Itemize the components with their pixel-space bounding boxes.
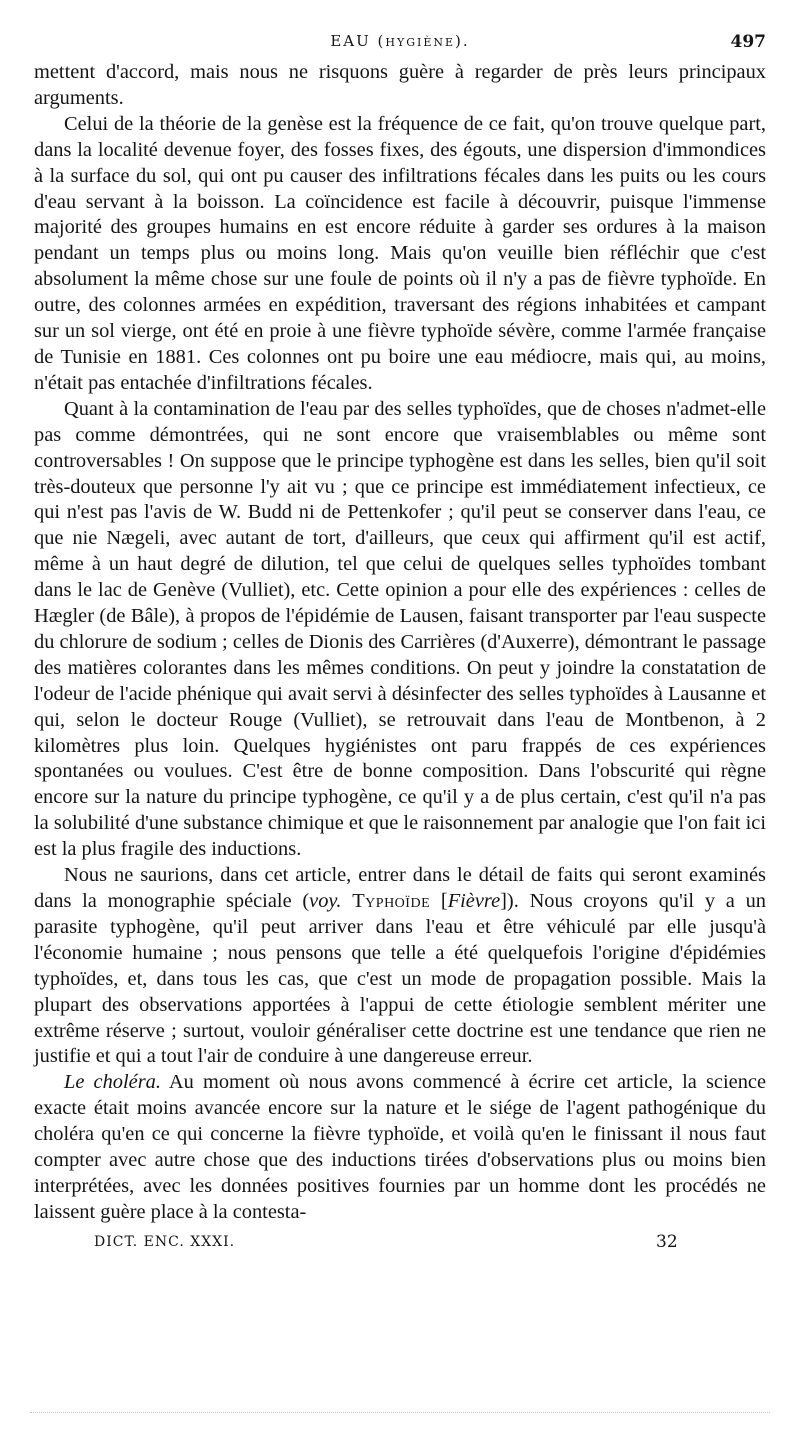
- page-footer: [34, 1231, 766, 1264]
- voy-abbrev: voy.: [309, 890, 342, 912]
- signature-mark: DICT. ENC. XXXI.: [94, 1233, 236, 1250]
- paragraph-4-bracket: [: [430, 890, 448, 912]
- paragraph-3: Quant à la contamination de l'eau par des selles typhoïdes, que de choses n'admet-elle pas comme démontrées, qui ne sont encore que vraisemblables ou même sont controversables ! On suppose que le principe typhogène est dans les selles, bien qu'il soit très-douteux que personne l'y ait vu ; que ce principe est immédiatement infectieux, ce qui n'est pas l'avis de W. Budd ni de Pettenkofer ; qu'il peut se conserver dans l'eau, ce que nie Nægeli, avec autant de tort, d'ailleurs, que ceux qui affirment qu'il est actif, même à un haut degré de dilution, tel que celui de quelques selles typhoïdes tombant dans le lac de Genève (Vulliet), etc. Cette opinion a pour elle des expériences : celles de Hægler (de Bâle), à propos de l'épidémie de Lausen, faisant transporter par l'eau suspecte du chlorure de sodium ; celles de Dionis des Carrières (d'Auxerre), démontrant le passage des matières colorantes dans les mêmes conditions. On peut y joindre la constatation de l'odeur de l'acide phénique qui avait servi à désinfecter des selles typhoïdes à Lausanne et qui, selon le docteur Rouge (Vulliet), se retrouvait dans l'eau de Montbenon, à 2 kilomètres plus loin. Quelques hygiénistes ont paru frappés de ces expériences spontanées ou voulues. C'est être de bonne composition. Dans l'obscurité qui règne encore sur la nature du principe typhogène, ce qu'il y a de plus certain, c'est qu'il n'a pas la solubilité d'une substance chimique et que le raisonnement par analogie que l'on fait ici est la plus fragile des inductions.: [34, 397, 766, 861]
- running-title-close: ).: [455, 32, 470, 50]
- paragraph-4-rest: ]). Nous croyons qu'il y a un parasite typhogène, qu'il peut arriver dans l'eau et être véhiculé par elle jusqu'à l'économie humaine ; nous pensons que telle a été quelquefois l'origine d'épidémies typhoïdes, et, dans tous les cas, que c'est un mode de propagation possible. Mais la plupart des observations apportées à l'appui de cette étiologie semblent mériter une extrême réserve ; surtout, vouloir généraliser cette doctrine est une tendance que rien ne justifie et qui a tout l'air de conduire à une dangereuse erreur.: [34, 890, 767, 1068]
- running-header: [34, 30, 766, 60]
- cross-reference-fievre: Fièvre: [447, 890, 501, 912]
- paragraph-2: Celui de la théorie de la genèse est la fréquence de ce fait, qu'on trouve quelque part, dans la localité devenue foyer, des fosses fixes, des égouts, une dispersion d'immondices à la surface du sol, qui ont pu causer des infiltrations fécales dans les puits ou les cours d'eau servant à la boisson. La coïncidence est facile à découvrir, puisque l'immense majorité des groupes humains en est encore réduite à garder ses ordures à la maison pendant un temps plus ou moins long. Mais qu'on veuille bien réfléchir que c'est absolument la même chose sur une foule de points où il n'y a pas de fièvre typhoïde. En outre, des colonnes armées en expédition, traversant des régions inhabitées et campant sur un sol vierge, ont été en proie à une fièvre typhoïde sévère, comme l'armée française de Tunisie en 1881. Ces colonnes ont pu boire une eau médiocre, mais qui, au moins, n'était pas entachée d'infiltrations fécales.: [34, 112, 766, 394]
- bottom-scan-dots: [30, 1412, 770, 1413]
- running-title-main: EAU (: [330, 32, 386, 50]
- paragraph-4: [34, 863, 766, 1070]
- body-text: [34, 60, 766, 1226]
- page: [34, 30, 766, 1264]
- section-heading-cholera: Le choléra.: [64, 1071, 161, 1094]
- paragraph-4-lead: Nous ne saurions, dans cet article, entrer dans le détail de faits qui seront examinés dans la monographie spéciale (: [34, 864, 766, 912]
- paragraph-1: mettent d'accord, mais nous ne risquons guère à regarder de près leurs principaux arguments.: [34, 61, 766, 109]
- running-title: [34, 32, 766, 50]
- running-title-subject: HYGIÈNE: [385, 36, 456, 49]
- page-number: 497: [730, 32, 766, 52]
- paragraph-5: [34, 1070, 766, 1225]
- cross-reference-typhoide: Typhoïde: [352, 890, 431, 912]
- signature-number: 32: [656, 1231, 678, 1252]
- paragraph-5-text: Au moment où nous avons commencé à écrire cet article, la science exacte était moins avancée encore sur la nature et le siége de l'agent pathogénique du choléra qu'en ce qui concerne la fièvre typhoïde, et voilà qu'en le finissant il nous faut compter avec autre chose que des inductions tirées d'observations plus ou moins bien interprétées, avec les données positives fournies par un homme dont les procédés ne laissent guère place à la contesta-: [34, 1071, 766, 1223]
- paragraph-4-space: [341, 890, 352, 912]
